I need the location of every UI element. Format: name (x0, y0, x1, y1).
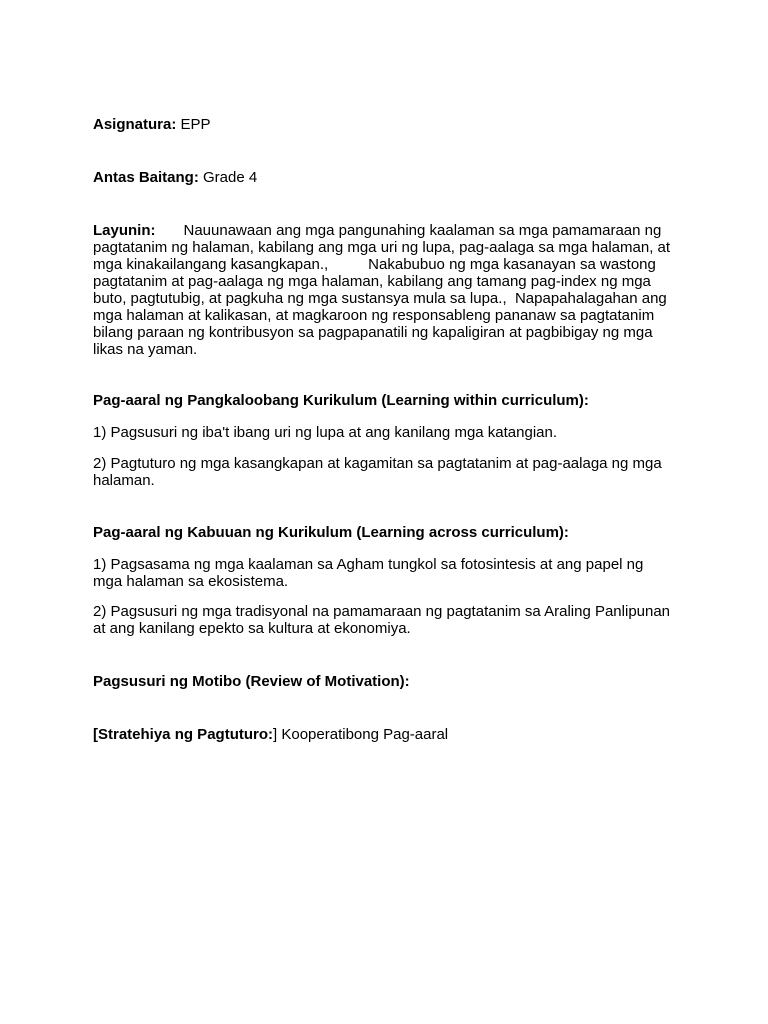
grade-level-line (93, 169, 673, 186)
objective-1: Nauunawaan ang mga pangunahing kaalaman sa mga pamamaraan ng pagtatanim ng halaman, kabilang ang mga uri ng lupa, pag-aalaga sa mga halaman, at mga kinakailangang kasangkapan., (93, 222, 671, 273)
learning-across-item-2: 2) Pagsusuri ng mga tradisyonal na pamamaraan ng pagtatanim sa Araling Panlipunan at ang kanilang epekto sa kultura at ekonomiya. (93, 603, 671, 637)
subject-line (93, 116, 673, 133)
objective-2: Nakabubuo ng mga kasanayan sa wastong pagtatanim at pag-aalaga ng mga halaman, kabilang ang tamang pag-index ng mga buto, pagtutubig, at pagkuha ng mga sustansya mula sa lupa., (93, 256, 656, 307)
strategy-bracket: ] (273, 726, 278, 743)
strategy-line (93, 726, 673, 743)
learning-across-heading: Pag-aaral ng Kabuuan ng Kurikulum (Learning across curriculum): (93, 524, 569, 541)
objectives-label: Layunin: (93, 222, 156, 239)
learning-within-item-1: 1) Pagsusuri ng iba't ibang uri ng lupa at ang kanilang mga katangian. (93, 424, 558, 441)
motivation-heading: Pagsusuri ng Motibo (Review of Motivation): (93, 673, 410, 690)
strategy-value: Kooperatibong Pag-aaral (277, 726, 449, 743)
grade-level-value: Grade 4 (203, 169, 258, 186)
learning-within-item-2: 2) Pagtuturo ng mga kasangkapan at kagamitan sa pagtatanim at pag-aalaga ng mga halaman. (93, 455, 662, 489)
objective-3: Napapahalagahan ang mga halaman at kalikasan, at magkaroon ng responsableng pananaw sa pagtatanim bilang paraan ng kontribusyon sa pagpapanatili ng kapaligiran at pagbibigay ng mga likas na yaman. (93, 290, 667, 358)
objectives-paragraph (93, 222, 673, 358)
strategy-label: [Stratehiya ng Pagtuturo: (93, 726, 274, 743)
learning-across-item-1: 1) Pagsasama ng mga kaalaman sa Agham tungkol sa fotosintesis at ang papel ng mga halaman sa ekosistema. (93, 556, 644, 590)
learning-within-heading: Pag-aaral ng Pangkaloobang Kurikulum (Learning within curriculum): (93, 392, 589, 409)
grade-level-label: Antas Baitang: (93, 169, 199, 186)
subject-label: Asignatura: (93, 116, 177, 133)
subject-value: EPP (180, 116, 211, 133)
